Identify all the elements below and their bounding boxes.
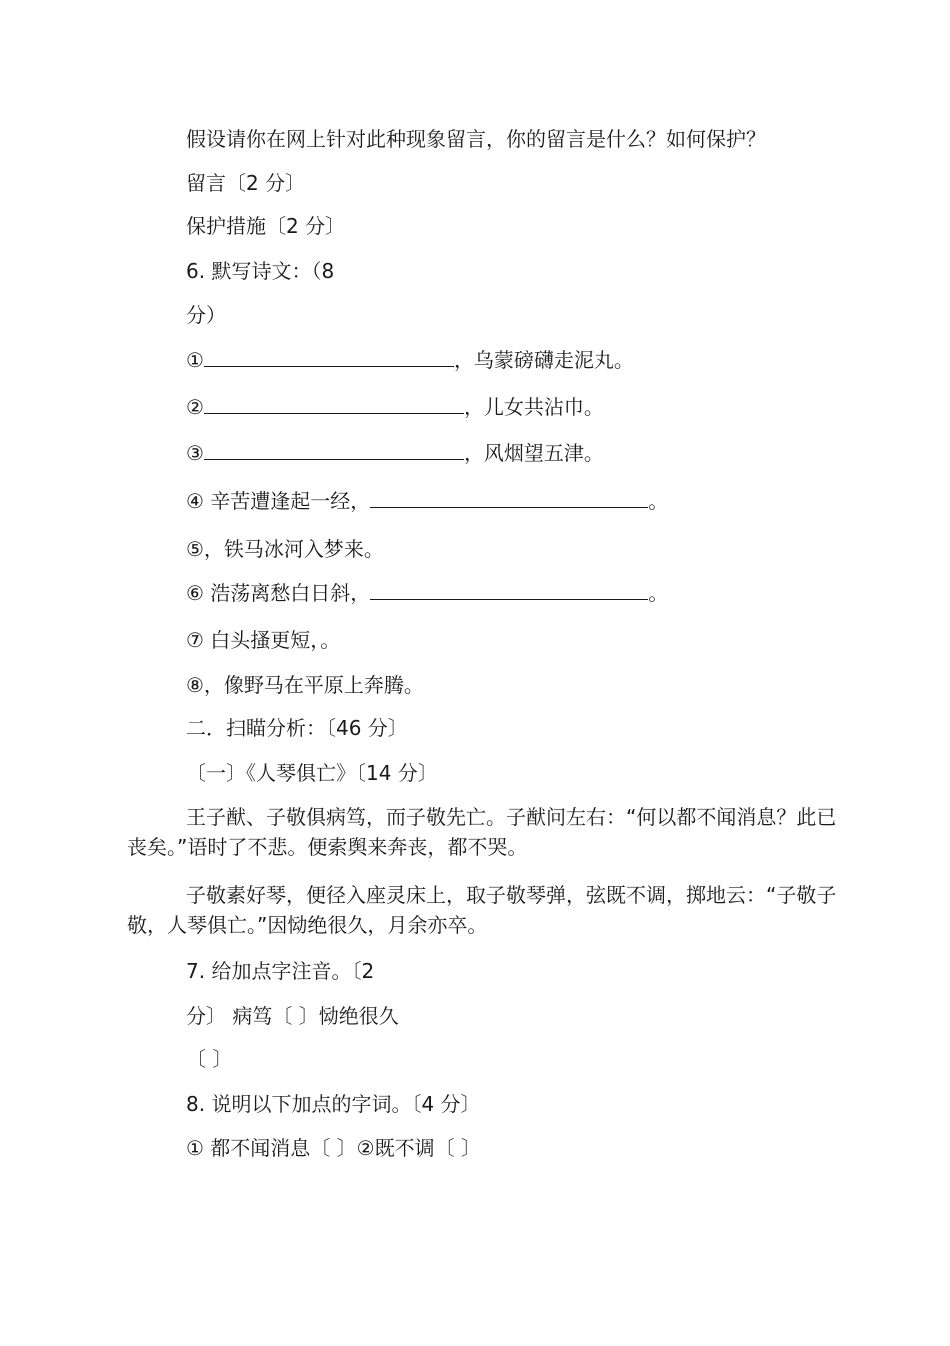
poem-item-5: ⑤，铁马冰河入梦来。 [186, 537, 384, 561]
q6-title: 6. 默写诗文：（8 [186, 259, 335, 283]
poem-item-3: ③ ，风烟望五津。 [186, 441, 604, 465]
item-marker: ③ [186, 441, 204, 465]
section-2-title: 二．扫瞄分析：〔46 分〕 [186, 716, 408, 740]
answer-blank[interactable] [204, 395, 464, 414]
poem-item-8: ⑧，像野马在平原上奔腾。 [186, 673, 424, 697]
item-marker: ① [186, 348, 204, 372]
poem-item-6: ⑥ 浩荡离愁白日斜， 。 [186, 581, 669, 605]
passage-paragraph-2: 子敬素好琴，便径入座灵床上，取子敬琴弹，弦既不调，掷地云：“子敬子敬，人琴俱亡。”因恸绝很久，月余亦卒。 [127, 883, 837, 937]
passage-title: 〔一〕《人琴俱亡》〔14 分〕 [186, 761, 438, 785]
answer-blank[interactable] [370, 489, 648, 508]
q8-title: 8. 说明以下加点的字词。〔4 分〕 [186, 1092, 481, 1116]
poem-item-2: ② ，儿女共沾巾。 [186, 395, 604, 419]
q8-items: ① 都不闻消息〔 〕②既不调〔 〕 [186, 1136, 481, 1160]
answer-blank[interactable] [370, 581, 648, 600]
q7-bracket: 〔 〕 [186, 1047, 233, 1071]
q6-title-cont: 分） [186, 303, 226, 327]
passage-paragraph-1: 王子猷、子敬俱病笃，而子敬先亡。子猷问左右：“何以都不闻消息？此已丧矣。”语时了不悲。便索舆来奔丧，都不哭。 [127, 805, 837, 859]
poem-item-7: ⑦ 白头搔更短，。 [186, 628, 341, 652]
poem-item-1: ① ，乌蒙磅礴走泥丸。 [186, 348, 634, 372]
answer-blank[interactable] [204, 441, 464, 460]
q5-prompt: 假设请你在网上针对此种现象留言，你的留言是什么？如何保护？ [186, 127, 766, 151]
q7-items: 分〕 病笃〔 〕恸绝很久 [186, 1004, 399, 1028]
poem-item-4: ④ 辛苦遭逢起一经， 。 [186, 489, 669, 513]
answer-blank[interactable] [204, 348, 454, 367]
q7-title: 7. 给加点字注音。〔2 [186, 959, 375, 983]
q5-measure-label: 保护措施〔2 分〕 [186, 214, 346, 238]
item-marker: ② [186, 395, 204, 419]
q5-message-label: 留言〔2 分〕 [186, 171, 306, 195]
